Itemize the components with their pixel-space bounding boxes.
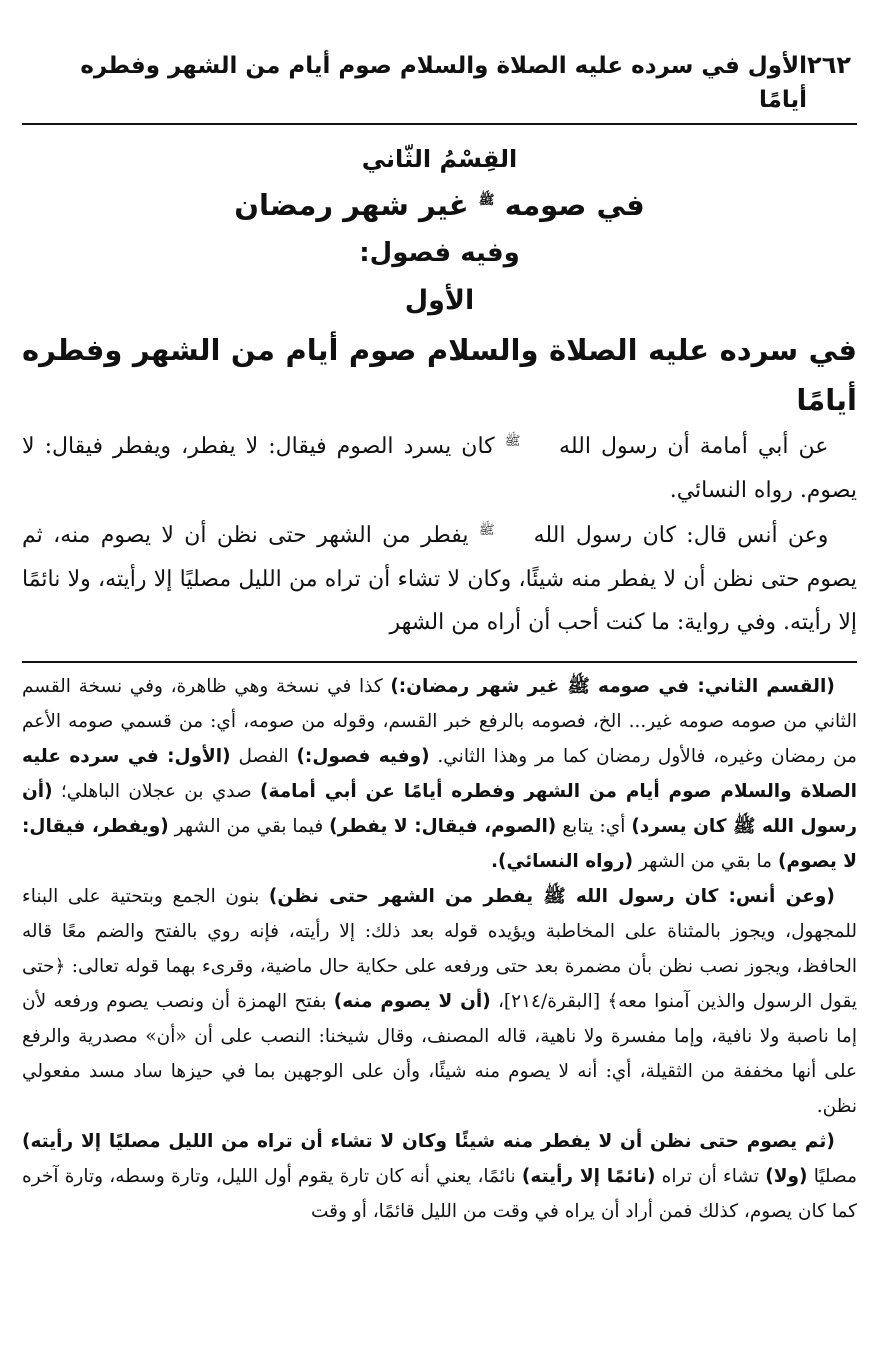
bold-quote-segment: (ويفطر، فيقال: لا يصوم): [22, 815, 857, 872]
section-title: [22, 181, 857, 229]
commentary-paragraph-3: [22, 1124, 857, 1229]
bold-quote-segment: (نائمًا إلا رأيته): [521, 1165, 656, 1187]
hadith-2-start: وعن أنس قال: كان رسول الله: [533, 523, 829, 548]
commentary-segment: صدي بن عجلان الباهلي؛: [52, 780, 261, 802]
chapter-title: في سرده عليه الصلاة والسلام صوم أيام من الشهر وفطره أيامًا: [22, 333, 857, 417]
commentary-paragraph-1: [22, 669, 857, 879]
book-page: [22, 48, 857, 1229]
commentary-segment: نائمًا، يعني أنه كان تارة يقوم أول الليل، وتارة وسطه، وتارة آخره كما كان يصوم، كذلك فمن أراد أن يراه في وقت من الليل قائمًا، أو وقت: [22, 1165, 857, 1222]
bold-quote-segment: (ولا): [765, 1165, 808, 1187]
commentary-paragraph-2: [22, 879, 857, 1124]
bold-quote-segment: (رواه النسائي).: [491, 850, 634, 872]
commentary-segment: تشاء أن تراه: [655, 1165, 766, 1187]
salla-honorific: ﷺ: [478, 193, 495, 209]
commentary-segment: كذا في نسخة وهي ظاهرة، وفي نسخة القسم الثاني من صومه صومه غير... الخ، فصومه بالرفع خبر القسم، وقوله من صومه، أي: من قسمي صومه الأعم من رمضان وغيره، فالأول رمضان كما مر وهذا الثاني.: [22, 675, 857, 767]
bold-quote-segment: (ثم يصوم حتى نظن أن لا يفطر منه شيئًا وكان لا تشاء أن تراه من الليل مصليًا إلا رأيته): [22, 1130, 835, 1152]
chapter-label: الأول: [404, 285, 475, 316]
bold-quote-segment: (وفيه فصول:): [296, 745, 430, 767]
bold-quote-segment: (أن لا يصوم منه): [333, 990, 491, 1012]
section-title-part1: في صومه: [504, 188, 645, 222]
commentary-segment: أي: يتابع: [556, 815, 632, 837]
bold-quote-segment: (الأول: في سرده عليه الصلاة والسلام صوم أيام من الشهر وفطره أيامًا عن أبي أمامة): [22, 745, 857, 802]
bold-quote-segment: (القسم الثاني: في صومه ﷺ غير شهر رمضان:): [390, 675, 835, 697]
commentary-segment: بفتح الهمزة أن ونصب يصوم ورفعه لأن إما ناصبة ولا نافية، وإما مفسرة ولا ناهية، قاله المصنف، وقال شيخنا: النصب على أن «أن» مصدرية والرفع على أنها مخففة من الثقيلة، أي: أنه لا يصوم منه شيئًا، وأن على الوجهين بما في حيزها ساد مسد مفعولي نظن.: [22, 990, 857, 1117]
commentary-segment: مصليًا: [807, 1165, 857, 1187]
commentary-segment: فيما بقي من الشهر: [168, 815, 330, 837]
commentary-segment: ما بقي من الشهر: [633, 850, 778, 872]
bold-quote-segment: (أن رسول الله ﷺ كان يسرد): [22, 780, 858, 837]
hadith-paragraph-2: [22, 514, 857, 645]
bold-quote-segment: (وعن أنس: كان رسول الله ﷺ يفطر من الشهر حتى نظن): [268, 885, 835, 907]
hadith-paragraph-1: [22, 425, 857, 512]
running-title: الأول في سرده عليه الصلاة والسلام صوم أيام من الشهر وفطره أيامًا: [80, 53, 808, 113]
commentary-segment: الفصل: [230, 745, 297, 767]
separator-rule: [22, 661, 857, 663]
salla-honorific: ﷺ: [478, 522, 495, 538]
page-number: ٢٦٢: [807, 51, 851, 79]
hadith-1-start: عن أبي أمامة أن رسول الله: [559, 434, 829, 459]
running-header: [22, 48, 857, 125]
section-subtitle: وفيه فصول:: [359, 238, 520, 268]
bold-quote-segment: (الصوم، فيقال: لا يفطر): [329, 815, 557, 837]
commentary-segment: بنون الجمع وبتحتية على البناء للمجهول، ويجوز بالمثناة على المخاطبة ويؤيده قوله بعد ذلك: إلا رأيته، فإنه روي بالفتح والضم معًا قاله الحافظ، ويجوز نصب نظن بأن مضمرة بعد حتى ورفعه على حكاية حال ماضية، وقرىء بهما قوله تعالى: ﴿حتى يقول الرسول والذين آمنوا معه﴾ [البقرة/٢١٤]،: [22, 885, 857, 1012]
section-label: القِسْمُ الثّاني: [361, 145, 518, 173]
hadith-2-rest: يفطر من الشهر حتى نظن أن لا يصوم منه، ثم يصوم حتى نظن أن لا يفطر منه شيئًا، وكان لا تشاء أن تراه من الليل مصليًا إلا رأيته، ولا نائمًا إلا رأيته. وفي رواية: ما كنت أحب أن أراه من الشهر: [22, 523, 857, 635]
hadith-1-rest: كان يسرد الصوم فيقال: لا يفطر، ويفطر فيقال: لا يصوم. رواه النسائي.: [22, 434, 857, 503]
section-title-part2: غير شهر رمضان: [234, 188, 469, 222]
salla-honorific: ﷺ: [504, 433, 521, 449]
